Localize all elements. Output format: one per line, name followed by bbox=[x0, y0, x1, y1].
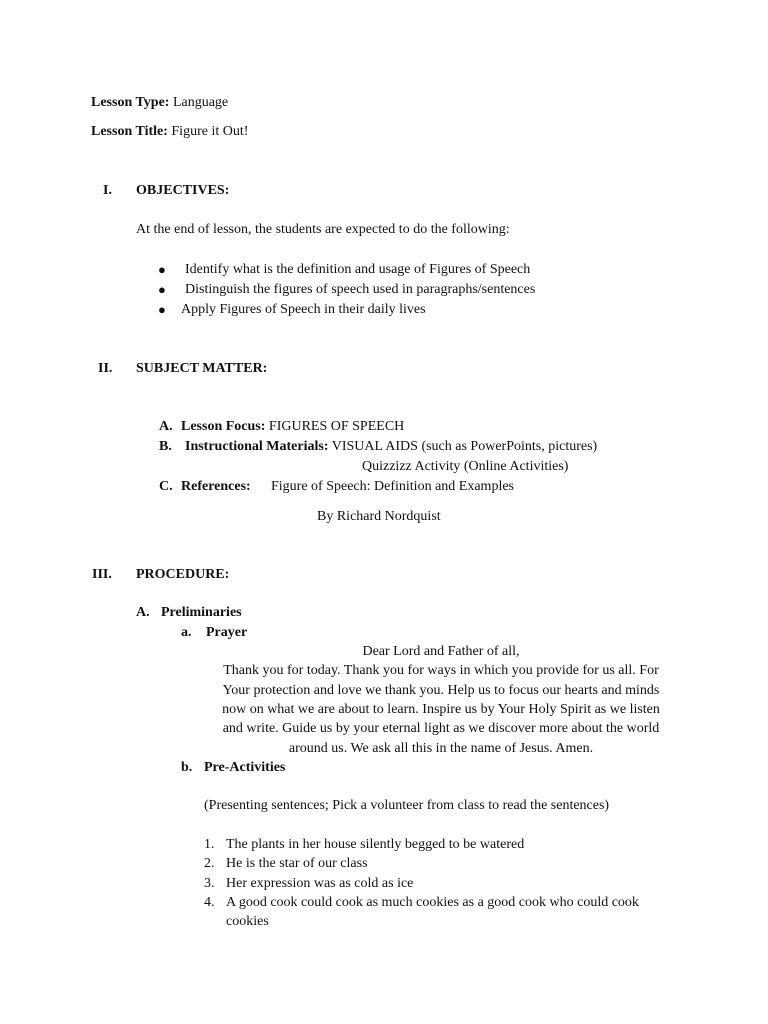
prayer-line: around us. We ask all this in the name of Jesus. Amen. bbox=[288, 741, 594, 756]
sentence-number: 3. bbox=[204, 876, 215, 891]
subject-matter-numeral: II. bbox=[98, 361, 113, 376]
sentence-number: 1. bbox=[204, 837, 215, 852]
bullet-icon: ● bbox=[158, 262, 166, 277]
sentence-text: Her expression was as cold as ice bbox=[226, 876, 414, 891]
procedure-numeral: III. bbox=[92, 567, 112, 582]
references-author: By Richard Nordquist bbox=[317, 509, 441, 524]
preliminaries-marker: A. bbox=[136, 605, 150, 620]
pre-activities-label: Pre-Activities bbox=[204, 760, 286, 775]
objectives-intro: At the end of lesson, the students are expected to do the following: bbox=[136, 222, 510, 237]
prayer-label: Prayer bbox=[206, 625, 248, 640]
lesson-type-value: Language bbox=[172, 95, 229, 110]
objective-item: Apply Figures of Speech in their daily lives bbox=[181, 302, 426, 317]
prayer-line: Your protection and love we thank you. Help us to focus our hearts and minds bbox=[222, 683, 660, 698]
materials-line bbox=[185, 438, 597, 456]
prayer-marker: a. bbox=[181, 625, 192, 640]
sentence-number: 4. bbox=[204, 895, 215, 910]
subject-matter-heading: SUBJECT MATTER: bbox=[136, 361, 268, 376]
sentence-text-continued: cookies bbox=[226, 914, 269, 929]
lesson-title-label: Lesson Title: bbox=[91, 124, 168, 139]
lesson-type-label: Lesson Type: bbox=[91, 95, 170, 110]
sentence-text: He is the star of our class bbox=[226, 856, 368, 871]
materials-label: Instructional Materials: bbox=[185, 439, 329, 454]
objective-item: Distinguish the figures of speech used in paragraphs/sentences bbox=[185, 282, 536, 297]
lesson-type-line bbox=[91, 94, 228, 112]
preliminaries-label: Preliminaries bbox=[161, 605, 242, 620]
materials-marker: B. bbox=[159, 439, 172, 454]
bullet-icon: ● bbox=[158, 282, 166, 297]
prayer-line: now on what we are about to learn. Inspire us by Your Holy Spirit as we listen bbox=[222, 702, 660, 717]
lesson-focus-value: FIGURES OF SPEECH bbox=[268, 419, 405, 434]
sentence-text: A good cook could cook as much cookies as a good cook who could cook bbox=[226, 895, 639, 910]
materials-value-continued: Quizzizz Activity (Online Activities) bbox=[362, 459, 569, 474]
references-marker: C. bbox=[159, 479, 173, 494]
pre-activities-instruction: (Presenting sentences; Pick a volunteer from class to read the sentences) bbox=[204, 798, 610, 813]
objectives-numeral: I. bbox=[103, 183, 112, 198]
lesson-focus-line bbox=[181, 418, 404, 436]
lesson-focus-marker: A. bbox=[159, 419, 173, 434]
sentence-number: 2. bbox=[204, 856, 215, 871]
objectives-heading: OBJECTIVES: bbox=[136, 183, 230, 198]
references-label: References: bbox=[181, 479, 251, 494]
lesson-focus-label: Lesson Focus: bbox=[181, 419, 266, 434]
materials-value: VISUAL AIDS (such as PowerPoints, pictures) bbox=[331, 439, 598, 454]
lesson-title-line bbox=[91, 123, 248, 141]
prayer-line: and write. Guide us by your eternal light as we discover more about the world bbox=[222, 721, 660, 736]
procedure-heading: PROCEDURE: bbox=[136, 567, 230, 582]
lesson-title-value: Figure it Out! bbox=[171, 124, 249, 139]
objective-item: Identify what is the definition and usage of Figures of Speech bbox=[185, 262, 531, 277]
bullet-icon: ● bbox=[158, 302, 166, 317]
sentence-text: The plants in her house silently begged to be watered bbox=[226, 837, 525, 852]
references-value: Figure of Speech: Definition and Examples bbox=[271, 479, 514, 494]
pre-activities-marker: b. bbox=[181, 760, 193, 775]
prayer-line: Dear Lord and Father of all, bbox=[362, 644, 520, 659]
prayer-line: Thank you for today. Thank you for ways in which you provide for us all. For bbox=[223, 663, 659, 678]
